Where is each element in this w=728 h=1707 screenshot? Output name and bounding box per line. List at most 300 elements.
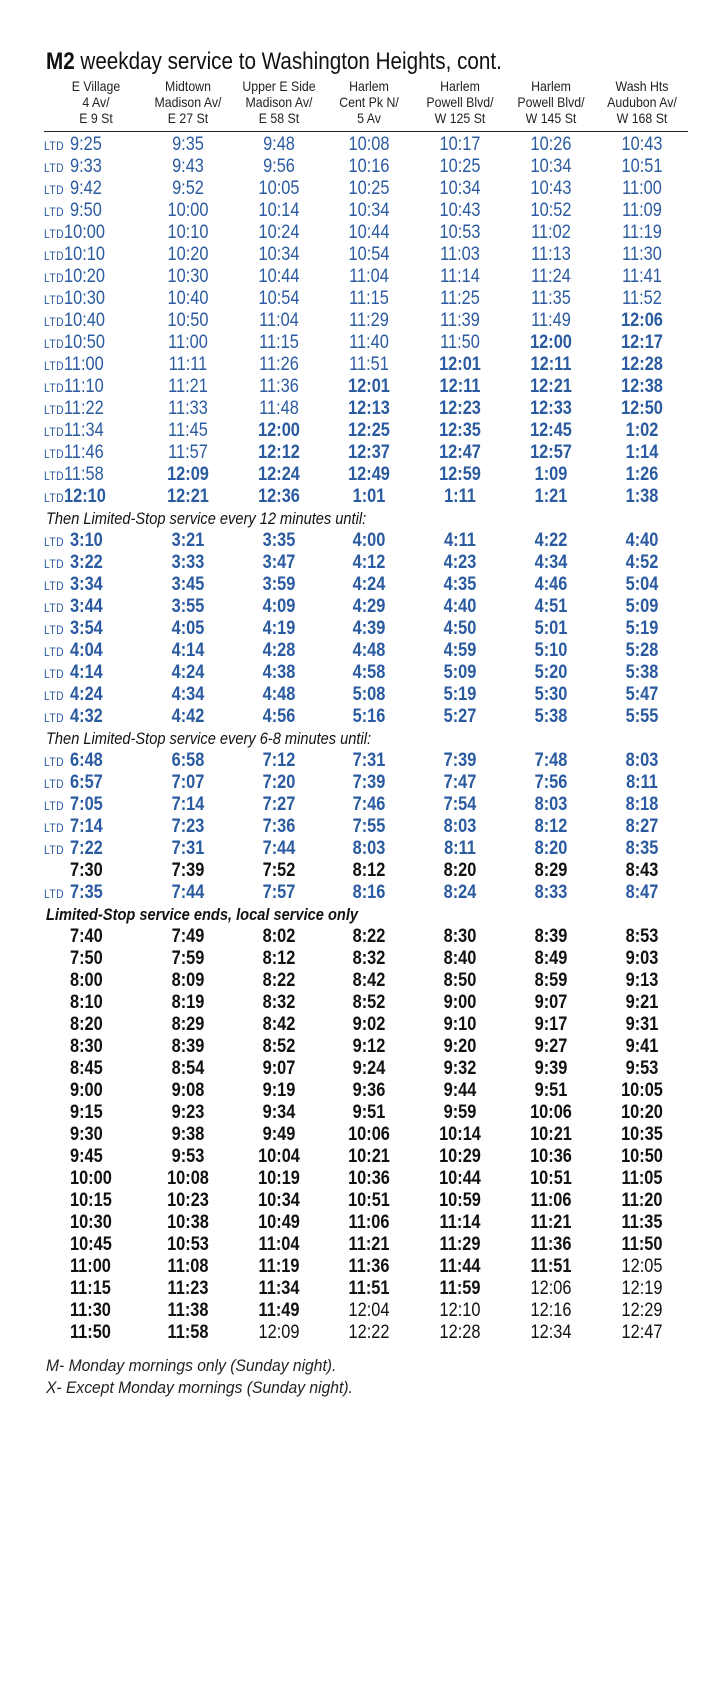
time-cell: 3:33 [171,552,205,573]
time-cell: 9:35 [172,134,204,155]
limited-stop-label: LTD [44,425,65,439]
trip-start-cell [44,134,102,157]
table-row [0,156,728,178]
time-cell: 4:40 [443,596,477,617]
table-row [0,882,728,904]
column-header-line: E 58 St [258,110,300,126]
time-cell: 8:45 [70,1058,103,1079]
time-cell: 3:54 [70,618,103,639]
time-cell: 7:55 [352,816,386,837]
time-cell: 11:36 [259,376,299,397]
time-cell: 9:00 [443,992,477,1013]
limited-stop-label: LTD [44,183,65,197]
time-cell: 12:10 [439,1300,481,1321]
time-cell: 11:51 [348,1278,390,1299]
time-cell: 10:34 [530,156,572,177]
time-cell: 10:25 [439,156,481,177]
time-cell: 10:53 [439,222,481,243]
time-cell: 11:33 [168,398,208,419]
time-cell: 7:59 [171,948,205,969]
time-cell: 7:40 [70,926,103,947]
time-cell: 9:10 [443,1014,477,1035]
time-cell: 7:23 [171,816,205,837]
time-cell: 4:14 [171,640,205,661]
time-cell: 9:33 [70,156,102,177]
time-cell: 11:19 [622,222,662,243]
time-cell: 7:30 [70,860,103,881]
table-row [0,926,728,948]
column-header-line: Harlem [349,78,389,94]
time-cell: 11:29 [349,310,389,331]
time-cell: 5:16 [352,706,386,727]
time-cell: 11:00 [64,354,104,375]
time-cell: 11:04 [349,266,389,287]
time-cell: 11:52 [622,288,662,309]
trip-start-cell [44,156,102,179]
trip-start-cell [44,332,105,355]
table-row [0,222,728,244]
time-cell: 10:51 [621,156,663,177]
time-cell: 10:10 [64,244,105,265]
time-cell: 11:36 [348,1256,390,1277]
time-cell: 10:06 [530,1102,572,1123]
time-cell: 3:59 [262,574,296,595]
table-row [0,420,728,442]
limited-stop-label: LTD [44,139,65,153]
table-row [0,134,728,156]
time-cell: 8:50 [443,970,477,991]
time-cell: 4:11 [444,530,476,551]
time-cell: 8:29 [171,1014,205,1035]
footnote: X- Except Monday mornings (Sunday night). [46,1378,353,1397]
table-row [0,1300,728,1322]
table-row [0,838,728,860]
time-cell: 10:21 [348,1146,390,1167]
time-cell: 9:49 [262,1124,296,1145]
time-cell: 12:47 [621,1322,663,1343]
time-cell: 11:44 [439,1256,481,1277]
time-cell: 4:39 [352,618,386,639]
trip-start-cell [44,640,103,663]
table-row [0,1014,728,1036]
time-cell: 1:09 [534,464,568,485]
trip-start-cell [70,1300,111,1322]
time-cell: 11:50 [70,1322,111,1343]
column-header-line: E 27 St [167,110,209,126]
time-cell: 11:22 [64,398,104,419]
time-cell: 1:11 [444,486,476,507]
limited-stop-label: LTD [44,447,65,461]
trip-start-cell [44,354,104,377]
time-cell: 7:31 [352,750,386,771]
time-cell: 10:06 [348,1124,390,1145]
time-cell: 11:21 [348,1234,390,1255]
time-cell: 10:54 [348,244,390,265]
time-cell: 7:49 [171,926,205,947]
time-cell: 10:05 [258,178,300,199]
limited-stop-label: LTD [44,491,65,505]
trip-start-cell [44,310,105,333]
time-cell: 8:12 [262,948,296,969]
limited-stop-label: LTD [44,205,65,219]
time-cell: 11:02 [531,222,571,243]
trip-start-cell [70,1036,103,1058]
trip-start-cell [70,1212,112,1234]
table-row [0,1256,728,1278]
time-cell: 4:38 [262,662,296,683]
time-cell: 11:38 [167,1300,209,1321]
time-cell: 10:59 [439,1190,481,1211]
trip-start-cell [70,1322,111,1344]
time-cell: 12:45 [530,420,572,441]
trip-start-cell [70,1102,103,1124]
table-row [0,662,728,684]
time-cell: 9:13 [625,970,659,991]
time-cell: 9:48 [263,134,295,155]
time-cell: 11:06 [348,1212,390,1233]
table-row [0,354,728,376]
time-cell: 12:24 [258,464,300,485]
column-headers [0,78,728,128]
limited-stop-label: LTD [44,381,65,395]
time-cell: 11:36 [530,1234,572,1255]
trip-start-cell [44,574,103,597]
time-cell: 4:40 [625,530,659,551]
service-note: Limited-Stop service ends, local service only [46,905,359,924]
time-cell: 4:12 [352,552,386,573]
time-cell: 12:28 [621,354,663,375]
column-header-line: E 9 St [79,110,113,126]
time-cell: 4:52 [625,552,659,573]
table-row [0,970,728,992]
time-cell: 11:46 [64,442,104,463]
time-cell: 7:14 [70,816,103,837]
trip-start-cell [44,838,103,861]
time-cell: 9:02 [352,1014,386,1035]
time-cell: 3:21 [171,530,205,551]
time-cell: 11:35 [621,1212,663,1233]
trip-start-cell [70,1058,103,1080]
time-cell: 7:44 [171,882,205,903]
time-cell: 6:58 [171,750,205,771]
table-row [0,178,728,200]
time-cell: 11:03 [440,244,480,265]
time-cell: 5:47 [625,684,659,705]
column-header-line: Harlem [440,78,480,94]
time-cell: 4:34 [534,552,568,573]
table-row [0,1102,728,1124]
column-header [321,78,418,126]
time-cell: 9:07 [534,992,568,1013]
time-cell: 10:14 [439,1124,481,1145]
trip-start-cell [44,530,103,553]
trip-start-cell [44,486,106,509]
time-cell: 8:02 [262,926,296,947]
time-cell: 4:35 [443,574,477,595]
time-cell: 9:34 [262,1102,296,1123]
time-cell: 1:38 [625,486,659,507]
table-row [0,1190,728,1212]
time-cell: 10:35 [621,1124,663,1145]
column-header-line: Harlem [531,78,571,94]
time-cell: 3:22 [70,552,103,573]
trip-start-cell [70,1124,103,1146]
time-cell: 9:32 [443,1058,477,1079]
time-cell: 5:04 [625,574,659,595]
time-cell: 9:43 [172,156,204,177]
time-cell: 10:20 [621,1102,663,1123]
time-cell: 1:02 [625,420,659,441]
table-row [0,398,728,420]
column-header [412,78,509,126]
time-cell: 8:42 [262,1014,296,1035]
time-cell: 11:23 [167,1278,209,1299]
limited-stop-label: LTD [44,645,65,659]
trip-start-cell [44,662,103,685]
trip-start-cell [70,970,103,992]
column-header [503,78,600,126]
trip-start-cell [70,1168,112,1190]
time-cell: 5:30 [534,684,568,705]
limited-stop-label: LTD [44,887,65,901]
time-cell: 4:05 [171,618,205,639]
time-cell: 11:20 [621,1190,663,1211]
time-cell: 8:32 [352,948,386,969]
table-row [0,1322,728,1344]
time-cell: 9:07 [262,1058,296,1079]
trip-start-cell [44,376,104,399]
table-row [0,1036,728,1058]
time-cell: 10:20 [64,266,105,287]
time-cell: 11:51 [349,354,389,375]
table-row [0,244,728,266]
column-header-line: 5 Av [357,110,381,126]
limited-stop-label: LTD [44,821,65,835]
column-header-line: E Village [71,78,121,94]
time-cell: 7:36 [262,816,296,837]
trip-start-cell [70,1256,111,1278]
time-cell: 12:33 [530,398,572,419]
limited-stop-label: LTD [44,469,65,483]
time-cell: 4:04 [70,640,103,661]
time-cell: 11:40 [349,332,389,353]
trip-start-cell [44,816,103,839]
time-cell: 12:01 [439,354,481,375]
trip-start-cell [44,288,105,311]
table-row [0,464,728,486]
time-cell: 10:38 [167,1212,209,1233]
time-cell: 11:13 [531,244,571,265]
time-cell: 10:34 [258,1190,300,1211]
trip-start-cell [70,1234,112,1256]
time-cell: 9:51 [352,1102,386,1123]
time-cell: 9:25 [70,134,102,155]
time-cell: 10:45 [70,1234,112,1255]
time-cell: 9:31 [625,1014,659,1035]
time-cell: 9:27 [534,1036,568,1057]
trip-start-cell [70,1146,103,1168]
time-cell: 4:29 [352,596,386,617]
time-cell: 6:48 [70,750,103,771]
time-cell: 10:40 [167,288,209,309]
time-cell: 7:39 [352,772,386,793]
time-cell: 12:25 [348,420,390,441]
column-header-line: Madison Av/ [154,94,222,110]
time-cell: 10:43 [439,200,481,221]
time-cell: 11:29 [439,1234,481,1255]
time-cell: 12:09 [258,1322,300,1343]
time-cell: 12:50 [621,398,663,419]
time-cell: 9:20 [443,1036,477,1057]
time-cell: 11:41 [622,266,662,287]
time-cell: 5:10 [534,640,568,661]
time-cell: 12:10 [64,486,106,507]
time-cell: 11:04 [258,1234,300,1255]
table-row [0,816,728,838]
time-cell: 8:22 [262,970,296,991]
time-cell: 12:38 [621,376,663,397]
time-cell: 10:54 [258,288,300,309]
table-row [0,486,728,508]
time-cell: 8:52 [262,1036,296,1057]
column-header-line: 4 Av/ [82,94,110,110]
limited-stop-label: LTD [44,579,65,593]
time-cell: 12:35 [439,420,481,441]
time-cell: 12:00 [530,332,572,353]
time-cell: 5:19 [443,684,477,705]
time-cell: 10:15 [70,1190,112,1211]
time-cell: 5:38 [625,662,659,683]
table-row [0,376,728,398]
limited-stop-label: LTD [44,689,65,703]
time-cell: 9:17 [534,1014,568,1035]
time-cell: 10:44 [348,222,390,243]
trip-start-cell [44,882,103,905]
service-note: Then Limited-Stop service every 6-8 minutes until: [46,729,372,748]
time-cell: 11:49 [258,1300,300,1321]
time-cell: 9:44 [443,1080,477,1101]
page-title [46,48,502,76]
time-cell: 10:44 [439,1168,481,1189]
time-cell: 4:24 [352,574,386,595]
time-cell: 4:22 [534,530,568,551]
time-cell: 10:10 [167,222,209,243]
time-cell: 11:05 [621,1168,663,1189]
limited-stop-label: LTD [44,315,65,329]
table-row [0,1212,728,1234]
time-cell: 8:39 [534,926,568,947]
trip-start-cell [70,1080,103,1102]
time-cell: 11:10 [64,376,104,397]
table-row [0,1146,728,1168]
time-cell: 4:19 [262,618,296,639]
time-cell: 9:08 [171,1080,205,1101]
time-cell: 7:47 [443,772,477,793]
time-cell: 10:00 [70,1168,112,1189]
time-cell: 10:43 [530,178,572,199]
time-cell: 11:21 [530,1212,572,1233]
time-cell: 4:59 [443,640,477,661]
time-cell: 8:11 [626,772,658,793]
table-row [0,1124,728,1146]
trip-start-cell [44,684,103,707]
column-header-line: Powell Blvd/ [426,94,494,110]
time-cell: 4:28 [262,640,296,661]
time-cell: 11:58 [64,464,104,485]
table-row [0,684,728,706]
time-cell: 8:52 [352,992,386,1013]
table-row [0,860,728,882]
time-cell: 10:50 [621,1146,663,1167]
time-cell: 3:10 [70,530,103,551]
time-cell: 8:47 [625,882,659,903]
time-cell: 4:23 [443,552,477,573]
time-cell: 10:43 [621,134,663,155]
time-cell: 9:41 [625,1036,659,1057]
table-row [0,1168,728,1190]
limited-stop-label: LTD [44,623,65,637]
column-header [140,78,237,126]
time-cell: 8:30 [70,1036,103,1057]
time-cell: 8:49 [534,948,568,969]
column-header [594,78,691,126]
limited-stop-label: LTD [44,249,65,263]
time-cell: 12:34 [530,1322,572,1343]
time-cell: 12:23 [439,398,481,419]
limited-stop-label: LTD [44,227,65,241]
time-cell: 9:42 [70,178,102,199]
time-cell: 3:55 [171,596,205,617]
time-cell: 11:35 [531,288,571,309]
limited-stop-label: LTD [44,337,65,351]
time-cell: 12:06 [621,310,663,331]
time-cell: 10:49 [258,1212,300,1233]
time-cell: 10:25 [348,178,390,199]
table-row [0,442,728,464]
time-cell: 12:01 [348,376,390,397]
trip-start-cell [44,552,103,575]
time-cell: 8:03 [443,816,477,837]
time-cell: 10:26 [530,134,572,155]
time-cell: 7:27 [262,794,296,815]
time-cell: 11:50 [440,332,480,353]
time-cell: 11:08 [167,1256,209,1277]
trip-start-cell [70,1190,112,1212]
trip-start-cell [70,948,103,970]
time-cell: 4:50 [443,618,477,639]
time-cell: 8:16 [352,882,386,903]
limited-stop-label: LTD [44,601,65,615]
column-header-line: W 125 St [434,110,486,126]
time-cell: 8:30 [443,926,477,947]
time-cell: 7:56 [534,772,568,793]
limited-stop-label: LTD [44,359,65,373]
time-cell: 4:48 [352,640,386,661]
time-cell: 5:38 [534,706,568,727]
time-cell: 3:44 [70,596,103,617]
table-row [0,574,728,596]
time-cell: 1:01 [352,486,386,507]
time-cell: 10:36 [530,1146,572,1167]
trip-start-cell [44,398,104,421]
time-cell: 8:33 [534,882,568,903]
trip-start-cell [44,772,103,795]
time-cell: 11:06 [530,1190,572,1211]
time-cell: 12:21 [530,376,572,397]
time-cell: 1:26 [625,464,659,485]
time-cell: 11:39 [440,310,480,331]
time-cell: 10:05 [621,1080,663,1101]
